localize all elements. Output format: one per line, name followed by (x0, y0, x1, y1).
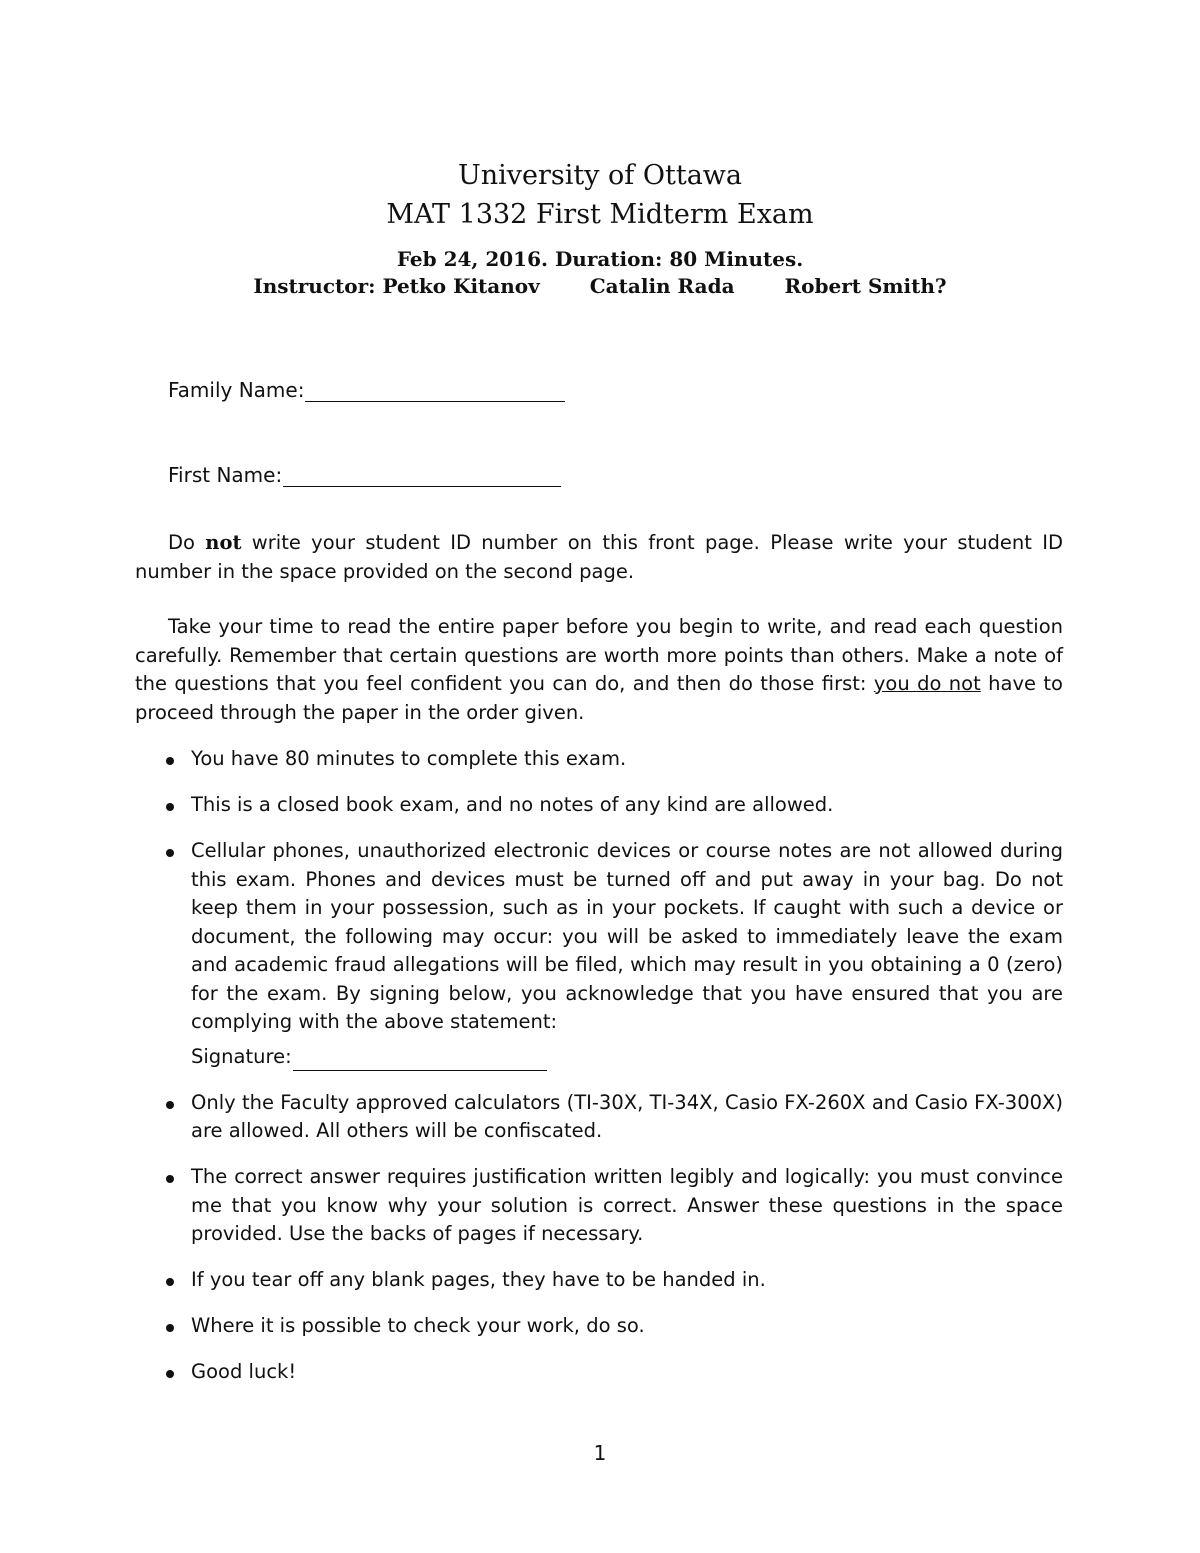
exam-rules-list (166, 745, 1063, 1404)
bullet-icon (166, 849, 174, 857)
page-number: 1 (593, 1441, 607, 1465)
reading-instruction (135, 613, 1063, 727)
signature-blank[interactable] (293, 1050, 547, 1071)
rule-text: Good luck! (191, 1360, 297, 1383)
bullet-icon (166, 1175, 174, 1183)
family-name-blank[interactable] (305, 381, 565, 402)
rule-text: If you tear off any blank pages, they have to be handed in. (191, 1268, 766, 1291)
bullet-icon (166, 757, 174, 765)
bullet-icon (166, 1370, 174, 1378)
rule-item (166, 1358, 1063, 1387)
rule-text: Cellular phones, unauthorized electronic devices or course notes are not allowed during this exam. Phones and devices must be turned off and put away in your bag. Do not keep them in your possession, such as in your pockets. If caught with such a device or document, the following may occur: you will be asked to immediately leave the exam and academic fraud allegations will be filed, which may result in you obtaining a 0 (zero) for the exam. By signing below, you acknowledge that you have ensured that you are complying with the above statement: (191, 839, 1063, 1033)
rule-item (166, 1089, 1063, 1146)
family-name-label: Family Name: (168, 378, 305, 402)
student-id-instruction (135, 529, 1063, 586)
instructor-1: Instructor: Petko Kitanov (253, 274, 540, 298)
rule-item (166, 1312, 1063, 1341)
rule-item (166, 837, 1063, 1071)
signature-label: Signature: (191, 1044, 292, 1068)
rule-item (166, 1163, 1063, 1249)
family-name-field[interactable] (168, 378, 565, 402)
bullet-icon (166, 803, 174, 811)
first-name-label: First Name: (168, 463, 283, 487)
p1-text-a: Do (168, 531, 206, 554)
rule-text: Only the Faculty approved calculators (TI-30X, TI-34X, Casio FX-260X and Casio FX-300X) are allowed. All others will be confiscated. (191, 1090, 1063, 1142)
rule-text: This is a closed book exam, and no notes of any kind are allowed. (191, 793, 834, 816)
bullet-icon (166, 1324, 174, 1332)
instructors-line (0, 274, 1200, 298)
exam-date-duration: Feb 24, 2016. Duration: 80 Minutes. (396, 247, 804, 271)
p2-text-a: Take your time to read the entire paper before you begin to write, and read each question carefully. Remember that certain questions are worth more points than others. Make a note of the questions that you feel confident you can do, and then do those first: (135, 615, 1063, 695)
signature-field[interactable] (191, 1043, 1063, 1072)
instructor-2: Catalin Rada (589, 274, 735, 298)
first-name-field[interactable] (168, 463, 561, 487)
university-name: University of Ottawa (457, 160, 743, 191)
bullet-icon (166, 1101, 174, 1109)
instructor-3: Robert Smith? (784, 274, 947, 298)
first-name-blank[interactable] (283, 466, 561, 487)
rule-item (166, 745, 1063, 774)
p2-underlined-text: you do not (873, 672, 981, 695)
rule-item (166, 791, 1063, 820)
exam-title: MAT 1332 First Midterm Exam (386, 199, 814, 230)
rule-item (166, 1266, 1063, 1295)
p1-bold-not: not (205, 531, 242, 554)
rule-text: The correct answer requires justification written legibly and logically: you must convince me that you know why your solution is correct. Answer these questions in the space provided. Use the backs of pages if necessary. (191, 1165, 1063, 1245)
rule-text: Where it is possible to check your work, do so. (191, 1314, 645, 1337)
p2-text-b: have to proceed through the paper in the order given. (135, 672, 1063, 724)
p1-text-b: write your student ID number on this front page. Please write your student ID number in the space provided on the second page. (135, 531, 1063, 583)
bullet-icon (166, 1278, 174, 1286)
rule-text: You have 80 minutes to complete this exam. (191, 747, 627, 770)
